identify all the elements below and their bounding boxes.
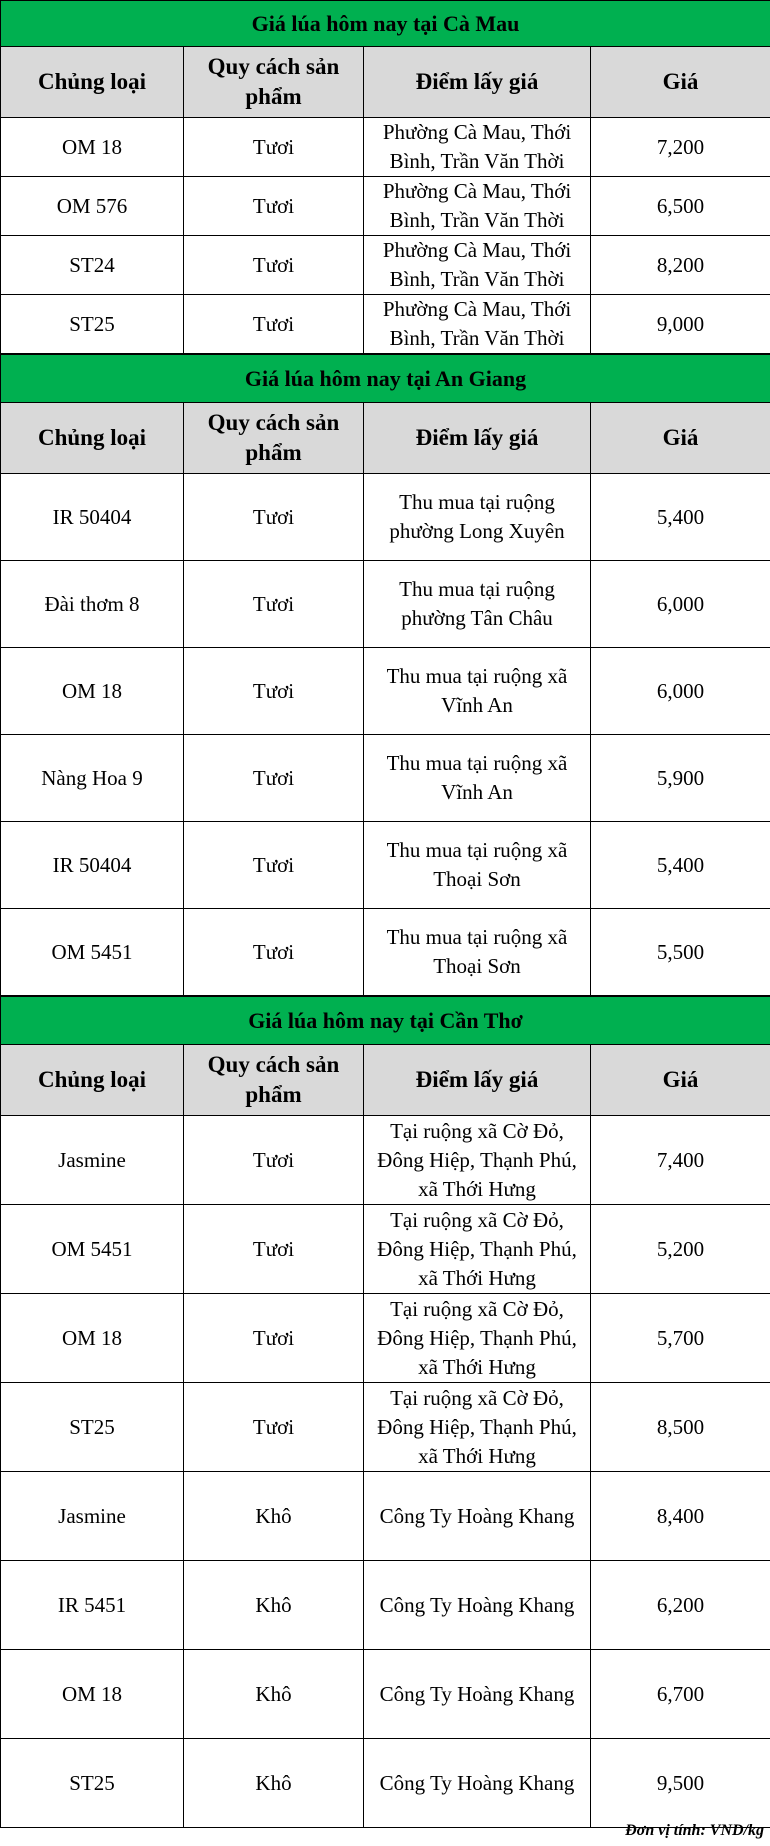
column-header-type: Chủng loại — [1, 1045, 184, 1116]
cell-spec: Khô — [184, 1650, 364, 1739]
cell-price: 8,400 — [591, 1472, 770, 1561]
cell-type: Jasmine — [1, 1472, 184, 1561]
table-row — [1, 735, 770, 822]
column-header-location: Điểm lấy giá — [364, 1045, 591, 1116]
cell-spec: Tươi — [184, 1205, 364, 1294]
table-row — [1, 1739, 770, 1828]
cell-price: 5,200 — [591, 1205, 770, 1294]
cell-spec: Tươi — [184, 295, 364, 354]
price-table-can-tho — [0, 996, 770, 1828]
cell-price: 6,000 — [591, 561, 770, 648]
cell-type: OM 18 — [1, 1650, 184, 1739]
column-header-type: Chủng loại — [1, 403, 184, 474]
cell-location: Tại ruộng xã Cờ Đỏ, Đông Hiệp, Thạnh Phú, xã Thới Hưng — [364, 1116, 591, 1205]
cell-spec: Tươi — [184, 1116, 364, 1205]
table-row — [1, 1383, 770, 1472]
cell-price: 9,500 — [591, 1739, 770, 1828]
cell-location: Thu mua tại ruộng xã Vĩnh An — [364, 735, 591, 822]
table-row — [1, 177, 770, 236]
cell-price: 7,400 — [591, 1116, 770, 1205]
section-title: Giá lúa hôm nay tại Cần Thơ — [1, 997, 770, 1045]
table-row — [1, 648, 770, 735]
cell-location: Thu mua tại ruộng phường Tân Châu — [364, 561, 591, 648]
cell-price: 5,400 — [591, 822, 770, 909]
cell-price: 6,700 — [591, 1650, 770, 1739]
cell-type: IR 50404 — [1, 822, 184, 909]
cell-location: Thu mua tại ruộng xã Vĩnh An — [364, 648, 591, 735]
table-row — [1, 822, 770, 909]
cell-spec: Tươi — [184, 236, 364, 295]
cell-price: 8,200 — [591, 236, 770, 295]
cell-location: Công Ty Hoàng Khang — [364, 1739, 591, 1828]
cell-location: Phường Cà Mau, Thới Bình, Trần Văn Thời — [364, 295, 591, 354]
table-row — [1, 909, 770, 996]
cell-type: IR 50404 — [1, 474, 184, 561]
column-header-price: Giá — [591, 47, 770, 118]
cell-location: Công Ty Hoàng Khang — [364, 1650, 591, 1739]
cell-type: Jasmine — [1, 1116, 184, 1205]
cell-price: 6,000 — [591, 648, 770, 735]
cell-spec: Tươi — [184, 648, 364, 735]
table-row — [1, 1205, 770, 1294]
cell-type: OM 18 — [1, 1294, 184, 1383]
cell-price: 5,400 — [591, 474, 770, 561]
cell-location: Công Ty Hoàng Khang — [364, 1561, 591, 1650]
cell-location: Phường Cà Mau, Thới Bình, Trần Văn Thời — [364, 118, 591, 177]
cell-price: 6,200 — [591, 1561, 770, 1650]
cell-spec: Tươi — [184, 177, 364, 236]
cell-type: OM 5451 — [1, 1205, 184, 1294]
table-row — [1, 561, 770, 648]
table-row — [1, 1472, 770, 1561]
cell-spec: Khô — [184, 1561, 364, 1650]
cell-spec: Tươi — [184, 1383, 364, 1472]
cell-type: ST25 — [1, 295, 184, 354]
table-row — [1, 236, 770, 295]
cell-type: OM 18 — [1, 118, 184, 177]
cell-type: ST24 — [1, 236, 184, 295]
cell-location: Thu mua tại ruộng xã Thoại Sơn — [364, 909, 591, 996]
column-header-location: Điểm lấy giá — [364, 47, 591, 118]
cell-spec: Khô — [184, 1472, 364, 1561]
column-header-price: Giá — [591, 403, 770, 474]
cell-type: OM 576 — [1, 177, 184, 236]
unit-note: Đơn vị tính: VND/kg — [625, 1822, 764, 1839]
cell-type: ST25 — [1, 1739, 184, 1828]
cell-price: 5,500 — [591, 909, 770, 996]
cell-price: 7,200 — [591, 118, 770, 177]
cell-price: 9,000 — [591, 295, 770, 354]
column-header-type: Chủng loại — [1, 47, 184, 118]
cell-spec: Tươi — [184, 561, 364, 648]
table-row — [1, 295, 770, 354]
cell-spec: Tươi — [184, 735, 364, 822]
column-header-spec: Quy cách sản phẩm — [184, 403, 364, 474]
cell-price: 8,500 — [591, 1383, 770, 1472]
table-row — [1, 118, 770, 177]
cell-location: Tại ruộng xã Cờ Đỏ, Đông Hiệp, Thạnh Phú, xã Thới Hưng — [364, 1383, 591, 1472]
cell-location: Tại ruộng xã Cờ Đỏ, Đông Hiệp, Thạnh Phú, xã Thới Hưng — [364, 1294, 591, 1383]
cell-location: Phường Cà Mau, Thới Bình, Trần Văn Thời — [364, 177, 591, 236]
table-row — [1, 474, 770, 561]
cell-spec: Tươi — [184, 1294, 364, 1383]
price-table-ca-mau — [0, 0, 770, 354]
cell-price: 6,500 — [591, 177, 770, 236]
cell-spec: Tươi — [184, 909, 364, 996]
cell-spec: Khô — [184, 1739, 364, 1828]
column-header-price: Giá — [591, 1045, 770, 1116]
column-header-spec: Quy cách sản phẩm — [184, 1045, 364, 1116]
table-row — [1, 1650, 770, 1739]
section-title: Giá lúa hôm nay tại An Giang — [1, 355, 770, 403]
cell-location: Phường Cà Mau, Thới Bình, Trần Văn Thời — [364, 236, 591, 295]
cell-type: OM 5451 — [1, 909, 184, 996]
column-header-spec: Quy cách sản phẩm — [184, 47, 364, 118]
cell-spec: Tươi — [184, 118, 364, 177]
table-row — [1, 1294, 770, 1383]
cell-price: 5,900 — [591, 735, 770, 822]
cell-type: OM 18 — [1, 648, 184, 735]
cell-type: IR 5451 — [1, 1561, 184, 1650]
cell-spec: Tươi — [184, 822, 364, 909]
cell-spec: Tươi — [184, 474, 364, 561]
cell-type: Nàng Hoa 9 — [1, 735, 184, 822]
column-header-location: Điểm lấy giá — [364, 403, 591, 474]
table-row — [1, 1116, 770, 1205]
table-row — [1, 1561, 770, 1650]
price-table-an-giang — [0, 354, 770, 996]
cell-location: Công Ty Hoàng Khang — [364, 1472, 591, 1561]
cell-location: Thu mua tại ruộng xã Thoại Sơn — [364, 822, 591, 909]
cell-type: Đài thơm 8 — [1, 561, 184, 648]
cell-price: 5,700 — [591, 1294, 770, 1383]
cell-location: Tại ruộng xã Cờ Đỏ, Đông Hiệp, Thạnh Phú, xã Thới Hưng — [364, 1205, 591, 1294]
cell-location: Thu mua tại ruộng phường Long Xuyên — [364, 474, 591, 561]
section-title: Giá lúa hôm nay tại Cà Mau — [1, 1, 770, 47]
cell-type: ST25 — [1, 1383, 184, 1472]
